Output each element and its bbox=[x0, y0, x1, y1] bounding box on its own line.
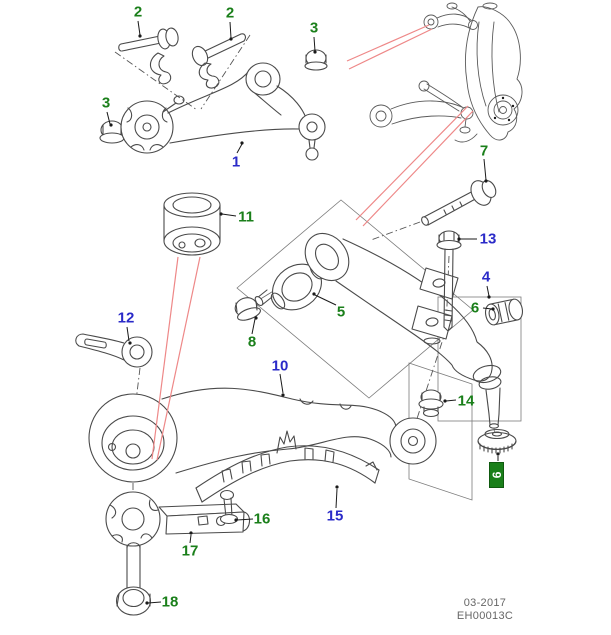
callout-14: 14 bbox=[457, 392, 475, 410]
callout-2a: 2 bbox=[133, 3, 143, 21]
lower-arm-10 bbox=[89, 388, 436, 482]
link-12 bbox=[76, 334, 152, 367]
callout-6: 6 bbox=[470, 299, 480, 317]
callout-3a: 3 bbox=[101, 94, 111, 112]
footer-drawing-code: EH00013C bbox=[456, 610, 514, 622]
callout-9-boxed bbox=[489, 462, 504, 488]
callout-13: 13 bbox=[479, 230, 497, 248]
callout-7: 7 bbox=[479, 142, 489, 160]
callout-12: 12 bbox=[117, 309, 135, 327]
callout-3b: 3 bbox=[309, 19, 319, 37]
callout-5: 5 bbox=[336, 303, 346, 321]
callout-9-label: 9 bbox=[489, 471, 504, 479]
bolt-7 bbox=[420, 177, 498, 226]
bushing-11 bbox=[164, 193, 220, 255]
upper-control-arm bbox=[100, 27, 327, 160]
callout-8: 8 bbox=[247, 333, 257, 351]
callout-10: 10 bbox=[271, 357, 289, 375]
callout-4: 4 bbox=[481, 268, 491, 286]
callout-15: 15 bbox=[326, 507, 344, 525]
callout-17: 17 bbox=[181, 542, 199, 560]
callout-1: 1 bbox=[231, 153, 241, 171]
callout-2b: 2 bbox=[225, 4, 235, 22]
callout-16: 16 bbox=[253, 510, 271, 528]
callout-11: 11 bbox=[238, 208, 254, 226]
reference-thumbnail bbox=[370, 3, 522, 142]
front-lower-arm-assembly bbox=[233, 225, 525, 453]
footer-date: 03-2017 bbox=[463, 597, 507, 609]
bolt-18 bbox=[117, 543, 151, 615]
callout-18: 18 bbox=[161, 593, 179, 611]
